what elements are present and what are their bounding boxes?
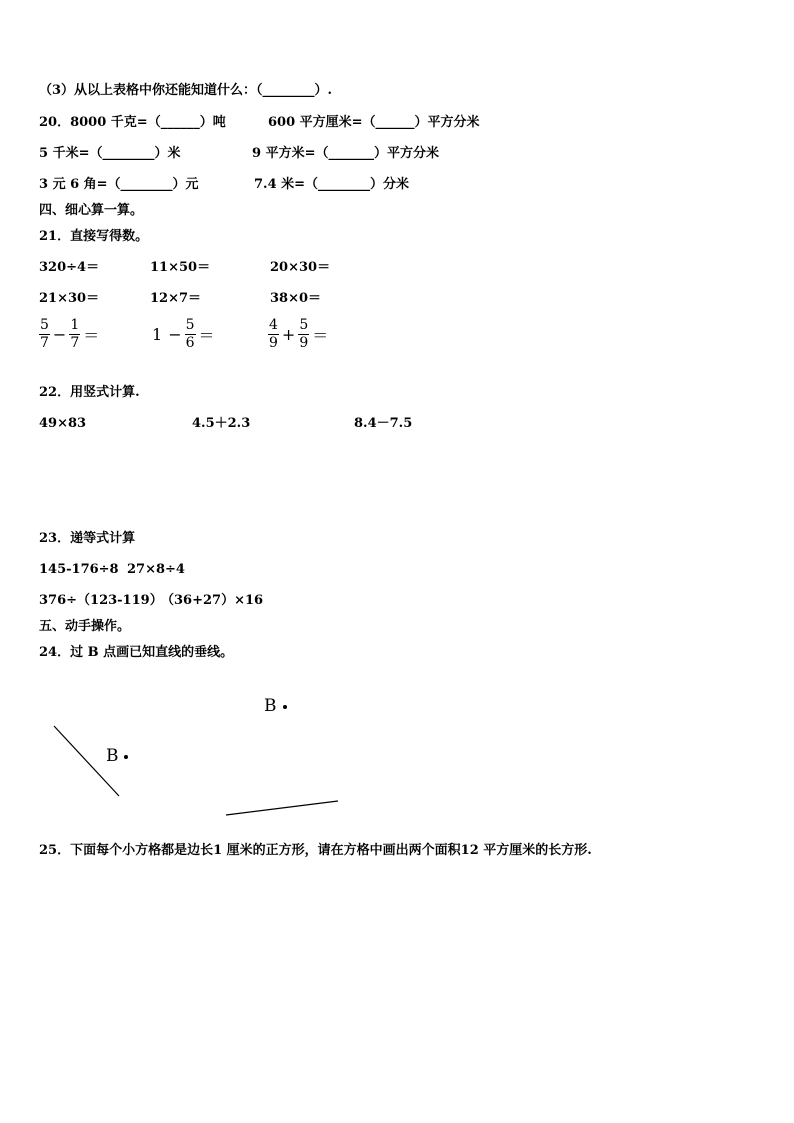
point-b-dot-2 [124, 755, 128, 759]
point-b-dot-1 [283, 705, 287, 709]
given-line-2 [226, 801, 338, 815]
q20-item-a: 20．8000 千克=（______）吨 [39, 115, 226, 130]
q21-fraction-expr-3: 4 9 + 5 9 ＝ [269, 317, 329, 351]
fraction-4-9: 4 9 [269, 317, 278, 351]
q21-fraction-expr-1: 5 7 − 1 7 ＝ [40, 317, 100, 351]
q21-r2-c1: 21×30＝ [39, 291, 100, 306]
q22-item-2: 4.5＋2.3 [192, 416, 251, 431]
q23-item-1: 145-176÷8 [39, 562, 119, 577]
q21-title: 21．直接写得数。 [39, 229, 149, 244]
q21-fraction-expr-2: 1 − 5 6 ＝ [152, 317, 215, 351]
q20-item-c: 5 千米=（________）米 [39, 146, 181, 161]
q20-item-b: 600 平方厘米=（______）平方分米 [268, 115, 480, 130]
point-b-label-2: B [106, 746, 119, 766]
fraction-5-6: 5 6 [185, 317, 195, 351]
q23-item-4: （36+27）×16 [161, 593, 264, 608]
fraction-1-7: 1 7 [70, 317, 80, 351]
q19-part3: （3）从以上表格中你还能知道什么：（________）. [39, 83, 333, 98]
q22-title: 22．用竖式计算. [39, 385, 140, 400]
q25-text: 25．下面每个小方格都是边长1 厘米的正方形，请在方格中画出两个面积12 平方厘米的长方形. [39, 843, 592, 858]
q22-item-1: 49×83 [39, 416, 87, 431]
section-5-heading: 五、动手操作。 [39, 619, 131, 634]
q24-title: 24．过 B 点画已知直线的垂线。 [39, 645, 234, 660]
q20-item-e: 3 元 6 角=（________）元 [39, 177, 199, 192]
q23-item-3: 376÷（123-119） [39, 593, 163, 608]
q21-r2-c2: 12×7＝ [150, 291, 202, 306]
q21-r1-c3: 20×30＝ [270, 260, 331, 275]
q20-item-d: 9 平方米=（_______）平方分米 [252, 146, 439, 161]
section-4-heading: 四、细心算一算。 [39, 203, 144, 218]
q21-r1-c2: 11×50＝ [150, 260, 211, 275]
point-b-label-1: B [264, 696, 277, 716]
fraction-5-9: 5 9 [299, 317, 309, 351]
q21-r2-c3: 38×0＝ [270, 291, 322, 306]
q20-item-f: 7.4 米=（________）分米 [254, 177, 410, 192]
q22-item-3: 8.4－7.5 [354, 416, 413, 431]
q23-item-2: 27×8÷4 [127, 562, 185, 577]
fraction-5-7: 5 7 [40, 317, 49, 351]
q21-r1-c1: 320÷4＝ [39, 260, 100, 275]
q23-title: 23．递等式计算 [39, 531, 136, 546]
